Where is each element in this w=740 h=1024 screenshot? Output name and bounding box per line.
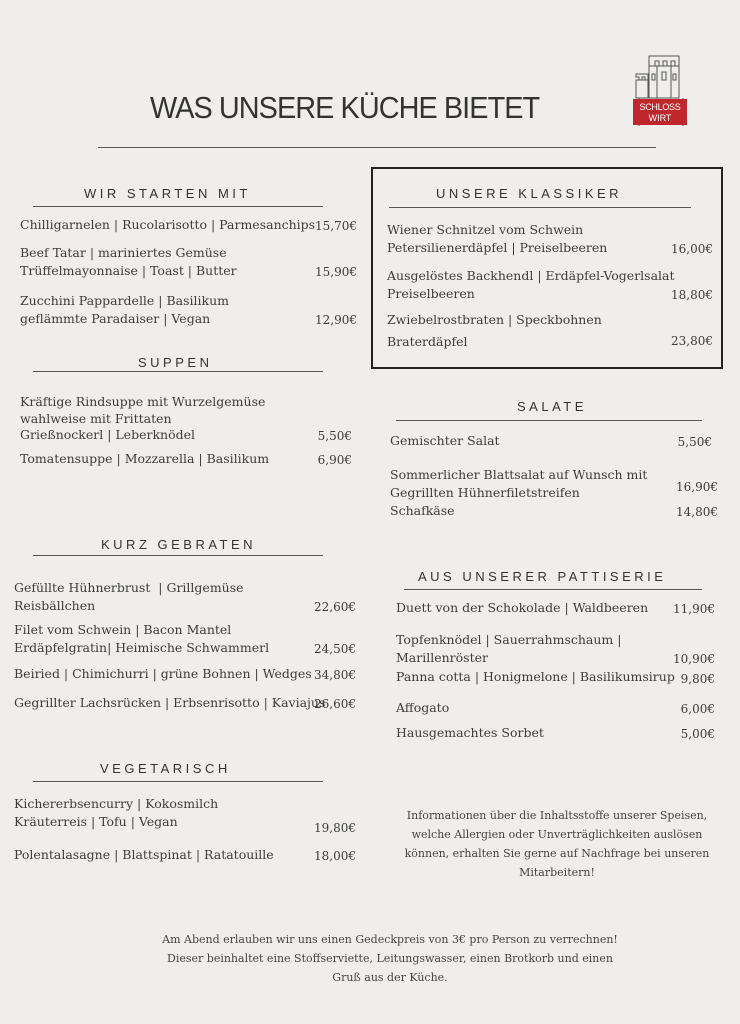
section-title-pastry: AUS UNSERER PATTISERIE <box>418 569 667 584</box>
menu-item-price: 15,70€ <box>315 219 357 233</box>
footer-note: Am Abend erlauben wir uns einen Gedeckpreis von 3€ pro Person zu verrechnen! Dieser beinhaltet eine Stoffserviette, Leitungswasser, einen Brotkorb und einen Gruß aus der Küche. <box>162 933 618 984</box>
menu-item: Topfenknödel | Sauerrahmschaum | Marillenröster <box>396 632 622 665</box>
menu-item: Chilligarnelen | Rucolarisotto | Parmesanchips <box>20 217 316 232</box>
menu-item-price: 16,90€ <box>676 480 718 494</box>
logo-text-wirt: WIRT <box>648 113 672 123</box>
section-divider <box>389 207 691 208</box>
menu-item: Kichererbsencurry | Kokosmilch Kräuterreis | Tofu | Vegan <box>14 796 219 829</box>
menu-item: Zucchini Pappardelle | Basilikum geflämmte Paradaiser | Vegan <box>20 293 230 326</box>
menu-item: Tomatensuppe | Mozzarella | Basilikum <box>20 451 270 466</box>
menu-item-price: 26,60€ <box>314 697 356 711</box>
menu-item: Hausgemachtes Sorbet <box>396 725 544 740</box>
menu-item: Filet vom Schwein | Bacon Mantel Erdäpfelgratin| Heimische Schwammerl <box>14 622 270 655</box>
menu-item-price: 34,80€ <box>314 668 356 682</box>
section-divider <box>33 555 323 556</box>
section-divider <box>396 420 702 421</box>
logo-text-schloss: SCHLOSS <box>639 102 681 112</box>
title-divider <box>98 147 656 148</box>
menu-item-price: 24,50€ <box>314 642 356 656</box>
menu-item-price: 9,80€ <box>680 672 715 686</box>
menu-item: Panna cotta | Honigmelone | Basilikumsirup <box>396 669 675 684</box>
menu-item-price: 18,00€ <box>314 849 356 863</box>
menu-item-price: 12,90€ <box>315 313 357 327</box>
menu-item: Schafkäse <box>390 503 455 518</box>
menu-item: Duett von der Schokolade | Waldbeeren <box>396 600 649 615</box>
menu-item-price: 23,80€ <box>671 334 713 348</box>
menu-item-price: 16,00€ <box>671 242 713 256</box>
menu-item: Wiener Schnitzel vom Schwein Petersilienerdäpfel | Preiselbeeren <box>387 222 608 255</box>
menu-item-price: 5,50€ <box>677 435 712 449</box>
menu-item: Beiried | Chimichurri | grüne Bohnen | Wedges <box>14 666 312 681</box>
menu-item-price: 22,60€ <box>314 600 356 614</box>
menu-item-price: 14,80€ <box>676 505 718 519</box>
section-title-grill: KURZ GEBRATEN <box>101 537 257 552</box>
section-title-vegetarian: VEGETARISCH <box>100 761 231 776</box>
menu-item-price: 15,90€ <box>315 265 357 279</box>
menu-item: Kräftige Rindsuppe mit Wurzelgemüse wahlweise mit Frittaten Grießnockerl | Leberknödel <box>20 394 266 442</box>
menu-item: Ausgelöstes Backhendl | Erdäpfel-Vogerlsalat Preiselbeeren <box>387 268 675 301</box>
menu-item-price: 18,80€ <box>671 288 713 302</box>
menu-item: Affogato <box>396 700 450 715</box>
menu-item-price: 6,00€ <box>680 702 715 716</box>
section-divider <box>33 206 323 207</box>
section-title-salads: SALATE <box>517 399 587 414</box>
menu-item-price: 19,80€ <box>314 821 356 835</box>
menu-item-price: 5,50€ <box>317 429 352 443</box>
schlosswirt-logo <box>631 52 691 130</box>
section-divider <box>33 781 323 782</box>
page-title: WAS UNSERE KÜCHE BIETET <box>150 90 540 125</box>
menu-item: Polentalasagne | Blattspinat | Ratatouille <box>14 847 274 862</box>
menu-item: Gemischter Salat <box>390 433 500 448</box>
menu-item-price: 11,90€ <box>673 602 715 616</box>
menu-item-price: 6,90€ <box>317 453 352 467</box>
section-title-classics: UNSERE KLASSIKER <box>436 186 623 201</box>
allergy-note: Informationen über die Inhaltsstoffe unserer Speisen, welche Allergien oder Unverträglichkeiten auslösen können, erhalten Sie gerne auf Nachfrage bei unseren Mitarbeitern! <box>404 809 710 879</box>
menu-item-price: 5,00€ <box>680 727 715 741</box>
section-divider <box>33 371 323 372</box>
menu-item: Gefüllte Hühnerbrust | Grillgemüse Reisbällchen <box>14 580 244 613</box>
menu-item: Zwiebelrostbraten | Speckbohnen Braterdäpfel <box>387 312 602 349</box>
menu-item-price: 10,90€ <box>673 652 715 666</box>
menu-item: Sommerlicher Blattsalat auf Wunsch mit Gegrillten Hühnerfiletstreifen <box>390 467 648 500</box>
section-title-starters: WIR STARTEN MIT <box>84 186 251 201</box>
section-divider <box>404 589 702 590</box>
section-title-soups: SUPPEN <box>138 355 213 370</box>
menu-item: Beef Tatar | mariniertes Gemüse Trüffelmayonnaise | Toast | Butter <box>20 245 237 278</box>
menu-item: Gegrillter Lachsrücken | Erbsenrisotto | Kaviajus <box>14 695 326 710</box>
